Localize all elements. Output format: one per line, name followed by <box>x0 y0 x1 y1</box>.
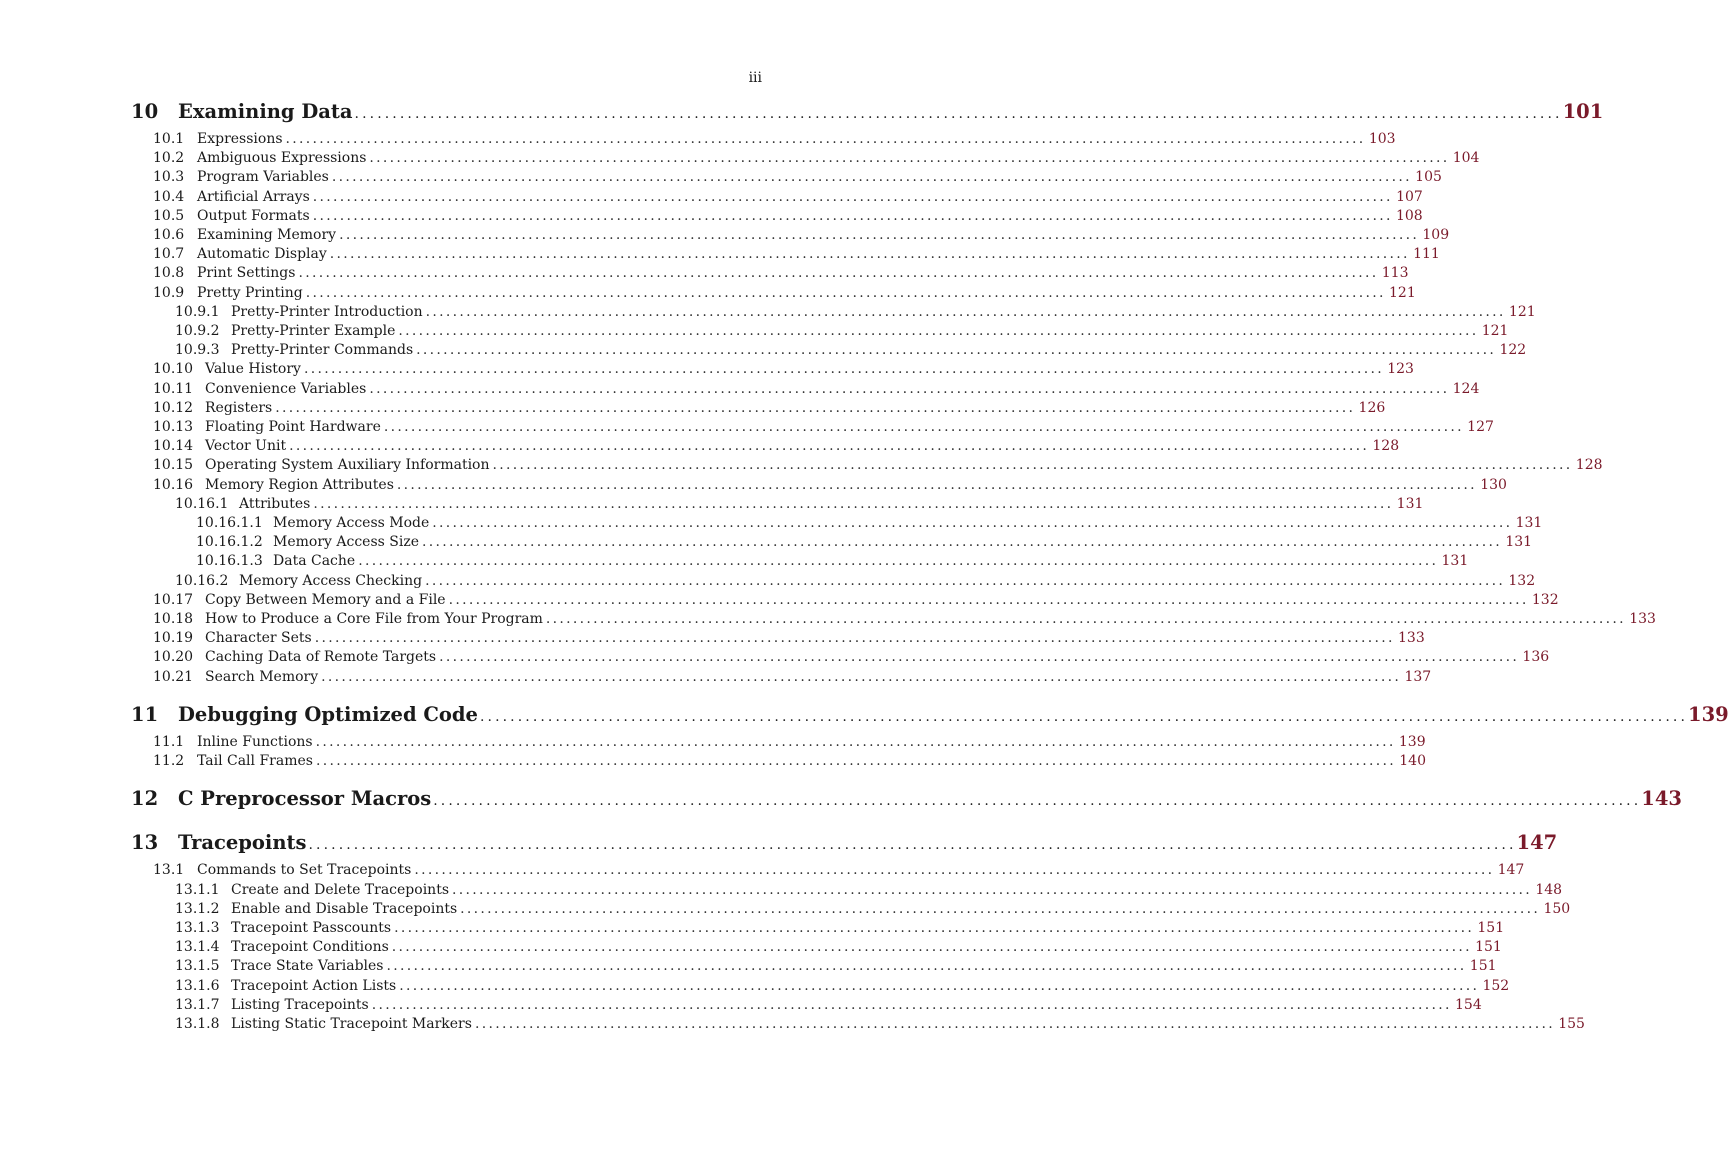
section-number: 10.9.3 <box>175 342 220 359</box>
dot-leader: ................................................................................................................................................................ <box>371 996 1452 1013</box>
dot-leader: ................................................................................................................................................................ <box>312 188 1393 205</box>
chapter-title: C Preprocessor Macros <box>178 787 432 811</box>
dot-leader: ................................................................................................................................................................ <box>289 438 1370 455</box>
section-entry[interactable] <box>131 996 1482 1015</box>
section-title: Tracepoint Passcounts <box>231 919 392 936</box>
section-entry[interactable] <box>131 977 1510 996</box>
section-page-link[interactable]: 128 <box>1372 438 1400 455</box>
section-page-link[interactable]: 131 <box>1396 495 1424 512</box>
section-page-link[interactable]: 151 <box>1469 958 1497 975</box>
dot-leader: ................................................................................................................................................................ <box>298 265 1379 282</box>
section-page-link[interactable]: 124 <box>1452 380 1480 397</box>
section-number: 10.3 <box>153 169 185 186</box>
section-number: 10.11 <box>153 380 194 397</box>
dot-leader: ................................................................................................................................................................ <box>369 380 1450 397</box>
section-number: 13.1.2 <box>175 900 220 917</box>
section-page-link[interactable]: 121 <box>1508 303 1536 320</box>
section-number: 10.9.2 <box>175 323 220 340</box>
dot-leader: ................................................................................................................................................................ <box>460 900 1541 917</box>
section-number: 10.16.1.3 <box>196 553 263 570</box>
chapter-gap <box>131 687 656 701</box>
section-entry[interactable] <box>131 303 1536 322</box>
section-entry[interactable] <box>131 533 1533 552</box>
section-title: Memory Access Size <box>273 534 420 551</box>
section-entry[interactable] <box>131 149 1480 168</box>
section-title: Search Memory <box>205 668 319 685</box>
section-page-link[interactable]: 123 <box>1387 361 1414 378</box>
section-entry[interactable] <box>131 188 1423 207</box>
section-title: Memory Access Mode <box>273 515 430 532</box>
section-title: Expressions <box>197 131 283 147</box>
section-page-link[interactable]: 137 <box>1404 668 1432 685</box>
chapter-number: 12 <box>131 787 159 811</box>
dot-leader: ................................................................................................................................................................ <box>414 862 1495 879</box>
section-title: Artificial Arrays <box>197 188 310 205</box>
section-title: Commands to Set Tracepoints <box>197 862 412 879</box>
section-number: 10.12 <box>153 399 194 416</box>
section-title: Character Sets <box>205 630 312 647</box>
chapter-gap <box>131 815 656 829</box>
section-page-link[interactable]: 147 <box>1497 862 1525 879</box>
section-page-link[interactable]: 105 <box>1415 169 1442 186</box>
section-entry[interactable] <box>131 495 1424 514</box>
dot-leader: ................................................................................................................................................................ <box>439 649 1520 666</box>
section-number: 13.1 <box>153 862 185 879</box>
section-title: Value History <box>205 361 301 378</box>
section-number: 10.2 <box>153 150 185 167</box>
section-page-link[interactable]: 155 <box>1558 1015 1585 1032</box>
dot-leader: ................................................................................................................................................................ <box>331 169 1412 186</box>
section-title: Caching Data of Remote Targets <box>205 649 437 666</box>
section-number: 13.1.7 <box>175 996 220 1013</box>
section-entry[interactable] <box>131 476 1507 495</box>
section-number: 10.8 <box>153 265 185 282</box>
dot-leader: ................................................................................................................................................................ <box>425 572 1506 589</box>
dot-leader: ................................................................................................................................................................ <box>312 207 1393 224</box>
dot-leader: ................................................................................................................................................................ <box>285 131 1366 147</box>
section-title: Operating System Auxiliary Information <box>205 457 490 474</box>
section-entry[interactable] <box>131 572 1536 591</box>
section-page-link[interactable]: 131 <box>1441 553 1469 570</box>
section-entry[interactable] <box>131 648 1550 667</box>
chapter-entry[interactable] <box>131 829 1558 859</box>
section-page-link[interactable]: 151 <box>1477 919 1505 936</box>
chapter-page-link[interactable]: 147 <box>1516 831 1558 855</box>
chapter-title: Debugging Optimized Code <box>178 702 478 726</box>
dot-leader: ................................................................................................................................................................ <box>422 534 1503 551</box>
section-page-link[interactable]: 131 <box>1505 534 1533 551</box>
dot-leader: ................................................................................................................................................................ <box>399 977 1480 994</box>
section-number: 10.17 <box>153 591 194 608</box>
dot-leader: ................................................................................................................................................................ <box>492 457 1573 474</box>
section-entry[interactable] <box>131 245 1440 264</box>
section-number: 10.16.1.2 <box>196 534 263 551</box>
section-title: Pretty-Printer Example <box>231 323 396 340</box>
chapter-page-link[interactable]: 139 <box>1688 702 1729 726</box>
section-title: Tracepoint Action Lists <box>231 977 397 994</box>
chapter-page-link[interactable]: 101 <box>1562 100 1604 123</box>
section-page-link[interactable]: 151 <box>1475 939 1502 956</box>
section-page-link[interactable]: 133 <box>1629 611 1656 628</box>
dot-leader: ................................................................................................................................................................ <box>479 708 1688 725</box>
dot-leader: ................................................................................................................................................................ <box>425 303 1506 320</box>
section-number: 10.15 <box>153 457 194 474</box>
section-page-link[interactable]: 109 <box>1422 227 1450 244</box>
section-number: 13.1.1 <box>175 881 220 898</box>
dot-leader: ................................................................................................................................................................ <box>452 881 1533 898</box>
dot-leader: ................................................................................................................................................................ <box>315 733 1396 750</box>
section-number: 10.9.1 <box>175 303 220 320</box>
section-entry[interactable] <box>131 919 1505 938</box>
chapter-number: 10 <box>131 100 159 123</box>
section-number: 10.18 <box>153 611 194 628</box>
dot-leader: ................................................................................................................................................................ <box>369 150 1450 167</box>
section-page-link[interactable]: 132 <box>1508 572 1536 589</box>
section-title: Registers <box>205 399 273 416</box>
section-title: Program Variables <box>197 169 329 186</box>
section-title: Pretty-Printer Commands <box>231 342 414 359</box>
section-entry[interactable] <box>131 437 1400 456</box>
section-page-link[interactable]: 121 <box>1389 284 1416 301</box>
section-page-link[interactable]: 133 <box>1398 630 1425 647</box>
dot-leader: ................................................................................................................................................................ <box>313 495 1394 512</box>
section-title: Data Cache <box>273 553 356 570</box>
section-page-link[interactable]: 126 <box>1358 399 1386 416</box>
section-title: Examining Memory <box>197 227 337 244</box>
section-entry[interactable] <box>131 957 1497 976</box>
table-of-contents <box>131 98 1729 1034</box>
section-page-link[interactable]: 113 <box>1381 265 1409 282</box>
dot-leader: ................................................................................................................................................................ <box>305 284 1386 301</box>
section-number: 10.14 <box>153 438 194 455</box>
chapter-title: Examining Data <box>178 100 353 123</box>
section-entry[interactable] <box>131 226 1450 245</box>
section-entry[interactable] <box>131 168 1442 187</box>
section-page-link[interactable]: 131 <box>1515 515 1543 532</box>
section-title: Pretty Printing <box>197 284 303 301</box>
section-entry[interactable] <box>131 629 1425 648</box>
section-entry[interactable] <box>131 514 1543 533</box>
chapter-number: 13 <box>131 831 159 855</box>
section-page-link[interactable]: 152 <box>1482 977 1510 994</box>
section-number: 10.9 <box>153 284 185 301</box>
section-entry[interactable] <box>131 552 1469 571</box>
section-page-link[interactable]: 132 <box>1531 591 1559 608</box>
section-title: Enable and Disable Tracepoints <box>231 900 458 917</box>
dot-leader: ................................................................................................................................................................ <box>396 476 1477 493</box>
section-entry[interactable] <box>131 360 1414 379</box>
section-entry[interactable] <box>131 456 1603 475</box>
section-number: 10.16.2 <box>175 572 229 589</box>
section-number: 10.21 <box>153 668 194 685</box>
section-entry[interactable] <box>131 881 1563 900</box>
section-title: Output Formats <box>197 207 310 224</box>
page-number: iii <box>748 70 762 86</box>
section-entry[interactable] <box>131 322 1509 341</box>
dot-leader: ................................................................................................................................................................ <box>416 342 1497 359</box>
section-number: 10.20 <box>153 649 194 666</box>
section-page-link[interactable]: 111 <box>1413 246 1440 263</box>
section-title: Attributes <box>239 495 311 512</box>
section-title: Memory Region Attributes <box>205 476 394 493</box>
dot-leader: ................................................................................................................................................................ <box>433 793 1642 810</box>
section-entry[interactable] <box>131 1015 1585 1034</box>
section-entry[interactable] <box>131 900 1571 919</box>
section-number: 10.5 <box>153 207 185 224</box>
section-title: Tail Call Frames <box>197 753 313 770</box>
section-number: 10.6 <box>153 227 185 244</box>
section-number: 11.1 <box>153 733 185 750</box>
section-entry[interactable] <box>131 130 1396 149</box>
section-number: 13.1.8 <box>175 1015 220 1032</box>
chapter-entry[interactable] <box>131 98 1604 128</box>
dot-leader: ................................................................................................................................................................ <box>329 246 1410 263</box>
section-entry[interactable] <box>131 418 1494 437</box>
dot-leader: ................................................................................................................................................................ <box>354 106 1563 122</box>
section-page-link[interactable]: 104 <box>1452 150 1480 167</box>
dot-leader: ................................................................................................................................................................ <box>474 1015 1555 1032</box>
chapter-title: Tracepoints <box>178 831 307 855</box>
dot-leader: ................................................................................................................................................................ <box>308 837 1517 854</box>
dot-leader: ................................................................................................................................................................ <box>386 958 1467 975</box>
section-page-link[interactable]: 128 <box>1575 457 1603 474</box>
section-entry[interactable] <box>131 591 1559 610</box>
section-title: Ambiguous Expressions <box>197 150 367 167</box>
section-entry[interactable] <box>131 733 1426 752</box>
section-entry[interactable] <box>131 341 1527 360</box>
section-page-link[interactable]: 121 <box>1481 323 1509 340</box>
dot-leader: ................................................................................................................................................................ <box>321 668 1402 685</box>
section-number: 10.1 <box>153 131 185 147</box>
section-entry[interactable] <box>131 861 1525 880</box>
dot-leader: ................................................................................................................................................................ <box>545 611 1626 628</box>
section-page-link[interactable]: 130 <box>1480 476 1507 493</box>
section-page-link[interactable]: 122 <box>1499 342 1527 359</box>
section-entry[interactable] <box>131 752 1426 771</box>
section-number: 11.2 <box>153 753 185 770</box>
section-number: 10.16.1.1 <box>196 515 263 532</box>
section-entry[interactable] <box>131 264 1409 283</box>
chapter-entry[interactable] <box>131 701 1729 731</box>
chapter-gap <box>131 771 656 785</box>
section-page-link[interactable]: 139 <box>1398 733 1426 750</box>
section-title: How to Produce a Core File from Your Program <box>205 611 543 628</box>
section-entry[interactable] <box>131 938 1502 957</box>
section-page-link[interactable]: 127 <box>1467 419 1494 436</box>
section-entry[interactable] <box>131 668 1432 687</box>
section-page-link[interactable]: 148 <box>1535 881 1563 898</box>
dot-leader: ................................................................................................................................................................ <box>448 591 1529 608</box>
section-title: Convenience Variables <box>205 380 367 397</box>
section-number: 10.16.1 <box>175 495 229 512</box>
section-number: 13.1.3 <box>175 919 220 936</box>
section-title: Memory Access Checking <box>239 572 423 589</box>
chapter-number: 11 <box>131 702 159 726</box>
dot-leader: ................................................................................................................................................................ <box>275 399 1356 416</box>
section-title: Vector Unit <box>205 438 287 455</box>
chapter-page-link[interactable]: 143 <box>1641 787 1682 811</box>
dot-leader: ................................................................................................................................................................ <box>303 361 1384 378</box>
section-title: Automatic Display <box>197 246 327 263</box>
dot-leader: ................................................................................................................................................................ <box>315 753 1396 770</box>
section-title: Copy Between Memory and a File <box>205 591 446 608</box>
dot-leader: ................................................................................................................................................................ <box>383 419 1464 436</box>
dot-leader: ................................................................................................................................................................ <box>394 919 1475 936</box>
section-page-link[interactable]: 108 <box>1395 207 1423 224</box>
section-number: 13.1.5 <box>175 958 220 975</box>
section-number: 10.4 <box>153 188 185 205</box>
dot-leader: ................................................................................................................................................................ <box>358 553 1439 570</box>
section-number: 10.13 <box>153 419 194 436</box>
section-entry[interactable] <box>131 380 1480 399</box>
section-entry[interactable] <box>131 207 1423 226</box>
dot-leader: ................................................................................................................................................................ <box>432 515 1513 532</box>
section-title: Listing Static Tracepoint Markers <box>231 1015 472 1032</box>
section-entry[interactable] <box>131 610 1656 629</box>
section-entry[interactable] <box>131 284 1416 303</box>
section-number: 13.1.4 <box>175 939 220 956</box>
section-page-link[interactable]: 107 <box>1396 188 1423 205</box>
section-number: 10.10 <box>153 361 194 378</box>
section-page-link[interactable]: 154 <box>1455 996 1482 1013</box>
section-title: Inline Functions <box>197 733 313 750</box>
section-number: 10.16 <box>153 476 194 493</box>
section-title: Create and Delete Tracepoints <box>231 881 450 898</box>
section-title: Pretty-Printer Introduction <box>231 303 423 320</box>
dot-leader: ................................................................................................................................................................ <box>339 227 1420 244</box>
section-number: 10.7 <box>153 246 185 263</box>
section-page-link[interactable]: 136 <box>1522 649 1550 666</box>
section-page-link[interactable]: 103 <box>1368 131 1396 147</box>
section-page-link[interactable]: 150 <box>1543 900 1571 917</box>
section-title: Print Settings <box>197 265 296 282</box>
dot-leader: ................................................................................................................................................................ <box>391 939 1472 956</box>
section-number: 13.1.6 <box>175 977 220 994</box>
dot-leader: ................................................................................................................................................................ <box>314 630 1395 647</box>
section-page-link[interactable]: 140 <box>1399 753 1426 770</box>
section-number: 10.19 <box>153 630 194 647</box>
section-title: Listing Tracepoints <box>231 996 369 1013</box>
section-title: Tracepoint Conditions <box>231 939 389 956</box>
section-title: Floating Point Hardware <box>205 419 381 436</box>
section-title: Trace State Variables <box>231 958 384 975</box>
chapter-entry[interactable] <box>131 785 1682 815</box>
dot-leader: ................................................................................................................................................................ <box>398 323 1479 340</box>
section-entry[interactable] <box>131 399 1386 418</box>
